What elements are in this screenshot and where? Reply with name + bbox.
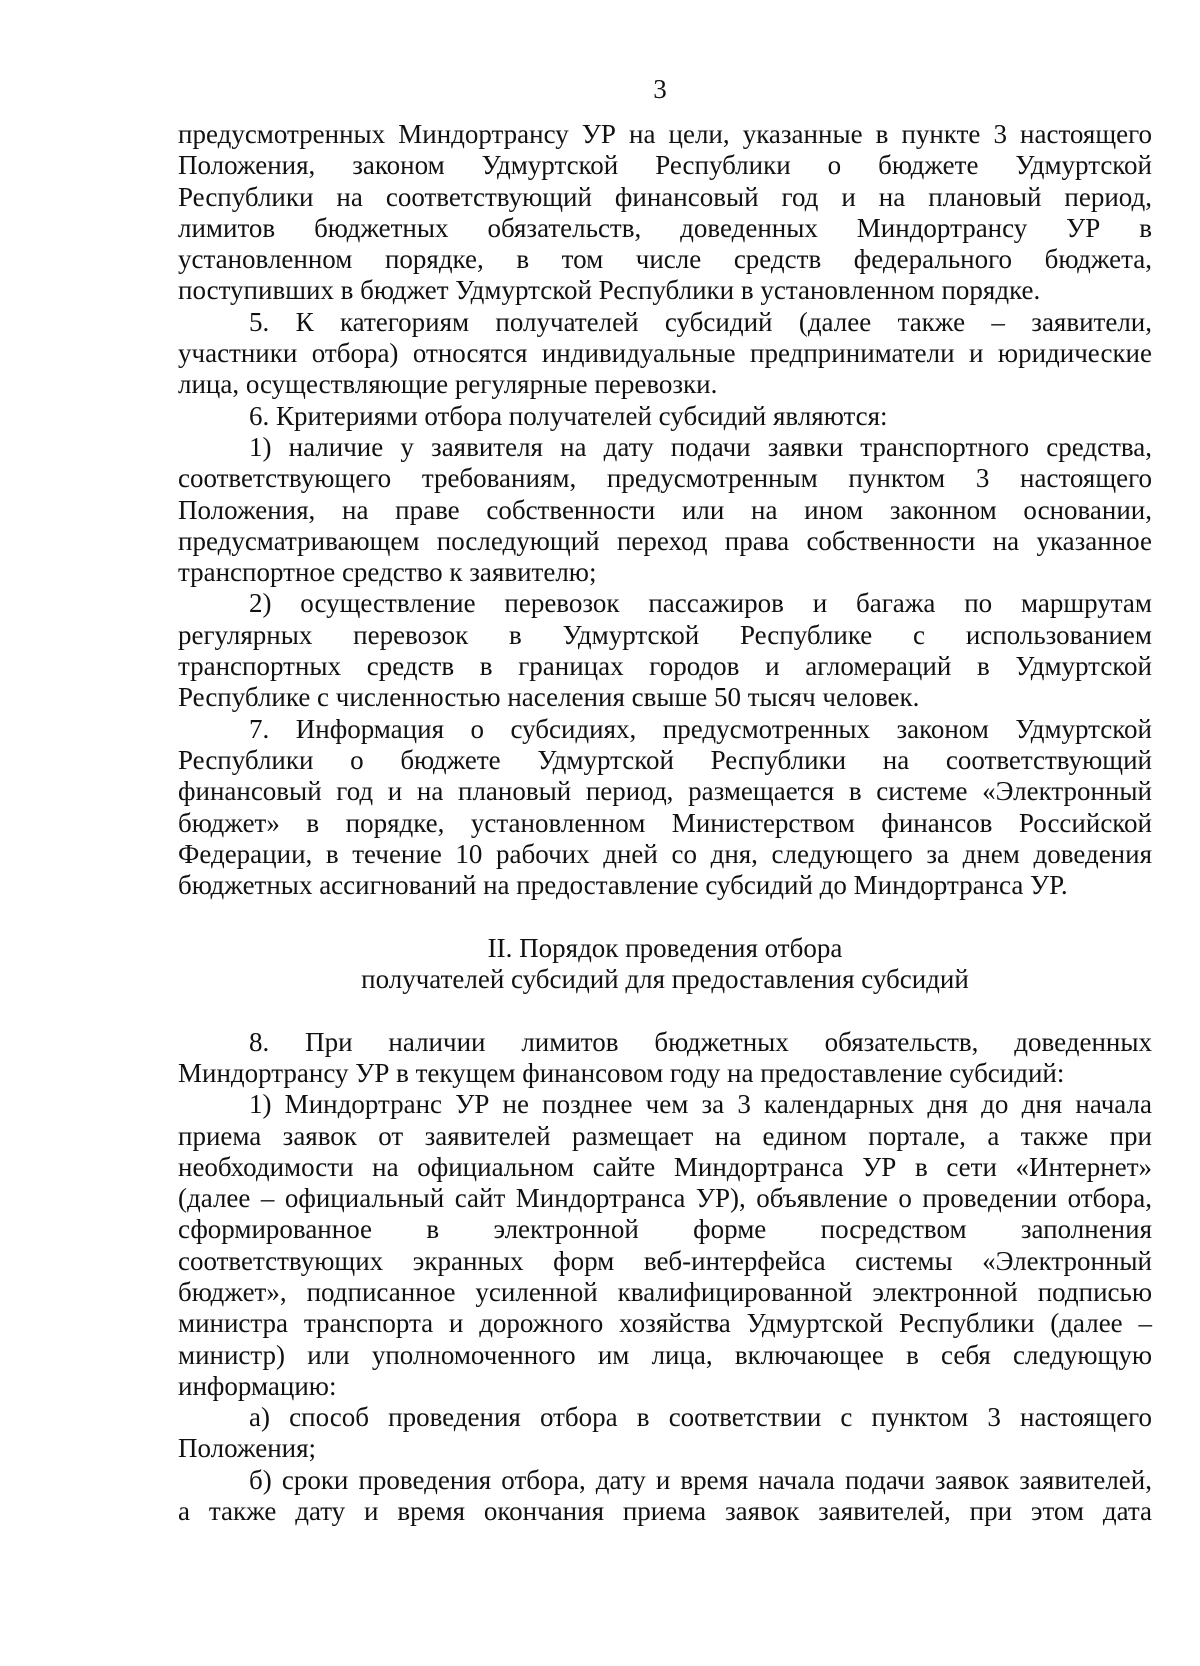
text-line: поступивших в бюджет Удмуртской Республики в установленном порядке. <box>178 275 1041 306</box>
text-line: участники отбора) относятся индивидуальные предприниматели и юридические <box>178 338 1152 369</box>
text-line: бюджетных ассигнований на предоставление субсидий до Миндортранса УР. <box>178 870 1068 901</box>
text-line: транспортных средств в границах городов и агломераций в Удмуртской <box>178 651 1152 682</box>
paragraph <box>178 1027 1152 1090</box>
text-line: регулярных перевозок в Удмуртской Республике с использованием <box>178 619 1152 650</box>
paragraph <box>178 401 1152 432</box>
text-line: Республики на соответствующий финансовый год и на плановый период, <box>178 181 1152 212</box>
section-heading <box>178 933 1152 996</box>
blank-line <box>178 901 1152 932</box>
text-line: соответствующих экранных форм веб-интерфейса системы «Электронный <box>178 1245 1152 1276</box>
text-line: Положения, на праве собственности или на ином законном основании, <box>178 494 1152 525</box>
text-line: информацию: <box>178 1370 337 1401</box>
text-line: приема заявок от заявителей размещает на едином портале, а также при <box>178 1120 1152 1151</box>
text-line: Положения, законом Удмуртской Республики о бюджете Удмуртской <box>178 150 1152 181</box>
text-line: Миндортрансу УР в текущем финансовом году на предоставление субсидий: <box>178 1057 1065 1088</box>
text-line: предусматривающем последующий переход права собственности на указанное <box>178 525 1152 556</box>
paragraph <box>178 1465 1152 1528</box>
text-line: 1) Миндортранс УР не позднее чем за 3 календарных дня до дня начала <box>249 1089 1152 1120</box>
text-line: 8. При наличии лимитов бюджетных обязательств, доведенных <box>249 1026 1152 1057</box>
paragraph <box>178 588 1152 713</box>
text-line: Республике с численностью населения свыше 50 тысяч человек. <box>178 682 920 713</box>
text-line: установленном порядке, в том числе средств федерального бюджета, <box>178 244 1152 275</box>
document-body <box>178 119 1152 1527</box>
text-line: предусмотренных Миндортрансу УР на цели, указанные в пункте 3 настоящего <box>178 119 1152 149</box>
text-line: бюджет», подписанное усиленной квалифицированной электронной подписью <box>178 1276 1152 1307</box>
text-line: 6. Критериями отбора получателей субсидий являются: <box>249 400 888 431</box>
text-line: б) сроки проведения отбора, дату и время начала подачи заявок заявителей, <box>249 1464 1152 1495</box>
text-line: сформированное в электронной форме посредством заполнения <box>178 1214 1152 1245</box>
text-line: министр) или уполномоченного им лица, включающее в себя следующую <box>178 1339 1152 1370</box>
text-line: 2) осуществление перевозок пассажиров и багажа по маршрутам <box>249 588 1152 619</box>
paragraph <box>178 714 1152 902</box>
page-number: 3 <box>653 74 667 104</box>
text-line: а) способ проведения отбора в соответствии с пунктом 3 настоящего <box>249 1402 1152 1433</box>
text-line: 5. К категориям получателей субсидий (далее также – заявители, <box>249 306 1152 337</box>
text-line: лимитов бюджетных обязательств, доведенных Миндортрансу УР в <box>178 212 1152 243</box>
text-line: соответствующего требованиям, предусмотренным пунктом 3 настоящего <box>178 463 1152 494</box>
text-line: необходимости на официальном сайте Миндортранса УР в сети «Интернет» <box>178 1151 1152 1182</box>
paragraph <box>178 307 1152 401</box>
text-line: финансовый год и на плановый период, размещается в системе «Электронный <box>178 776 1152 807</box>
text-line: бюджет» в порядке, установленном Министерством финансов Российской <box>178 807 1152 838</box>
paragraph <box>178 432 1152 588</box>
text-line: транспортное средство к заявителю; <box>178 557 597 588</box>
heading-line: получателей субсидий для предоставления субсидий <box>361 964 969 995</box>
text-line: 1) наличие у заявителя на дату подачи заявки транспортного средства, <box>249 431 1152 462</box>
heading-line: II. Порядок проведения отбора <box>487 932 843 963</box>
text-line: министра транспорта и дорожного хозяйства Удмуртской Республики (далее – <box>178 1308 1152 1339</box>
paragraph <box>178 119 1152 307</box>
text-line: Федерации, в течение 10 рабочих дней со дня, следующего за днем доведения <box>178 838 1152 869</box>
text-line: а также дату и время окончания приема заявок заявителей, при этом дата <box>178 1496 1152 1527</box>
text-line: Положения; <box>178 1433 317 1464</box>
paragraph <box>178 1402 1152 1465</box>
text-line: лица, осуществляющие регулярные перевозки. <box>178 369 718 400</box>
blank-line <box>178 995 1152 1026</box>
paragraph <box>178 1089 1152 1402</box>
text-line: 7. Информация о субсидиях, предусмотренных законом Удмуртской <box>249 713 1152 744</box>
text-line: (далее – официальный сайт Миндортранса УР), объявление о проведении отбора, <box>178 1183 1152 1214</box>
text-line: Республики о бюджете Удмуртской Республики на соответствующий <box>178 744 1152 775</box>
